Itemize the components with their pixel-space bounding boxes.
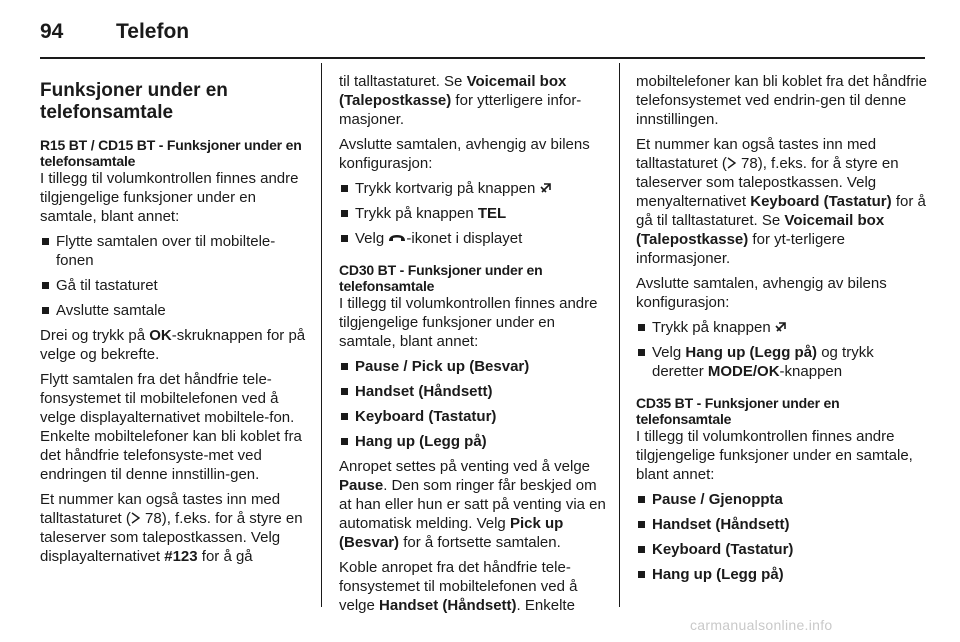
- feature-list: [40, 232, 308, 320]
- paragraph: mobiltelefoner kan bli koblet fra det håndfrie telefonsystemet ved endrin-gen til denne innstillingen.: [636, 73, 928, 128]
- list-item: Hang up (Legg på): [339, 432, 607, 451]
- list-item: Keyboard (Tastatur): [636, 540, 928, 559]
- column-3: [636, 72, 928, 590]
- list-item: Flytte samtalen over til mobiltele-fonen: [40, 232, 308, 270]
- list-item: Gå til tastaturet: [40, 276, 308, 295]
- paragraph: Anropet settes på venting ved å velge Pause. Den som ringer får beskjed om at han eller hun er satt på venting via en automatisk melding. Velg Pick up (Besvar) for å fortsette samtalen.: [339, 458, 606, 551]
- subhead-cd30: CD30 BT - Funksjoner under en telefonsamtale: [339, 262, 543, 294]
- paragraph: Drei og trykk på OK-skruknappen for på velge og bekrefte.: [40, 327, 306, 363]
- section-title: Funksjoner under en telefonsamtale: [40, 80, 228, 123]
- paragraph: til talltastaturet. Se Voicemail box (Talepostkasse) for ytterligere infor-masjoner.: [339, 73, 582, 128]
- list-item: Velg Hang up (Legg på) og trykk deretter MODE/OK-knappen: [636, 343, 928, 381]
- page-number: 94: [40, 20, 64, 43]
- phone-handset-icon: [388, 233, 406, 243]
- subhead-r15: R15 BT / CD15 BT - Funksjoner under en telefonsamtale: [40, 137, 302, 169]
- phone-hangup-icon: [775, 320, 788, 333]
- intro-text: I tillegg til volumkontrollen finnes andre tilgjengelige funksjoner under en samtale, blant annet:: [339, 295, 598, 350]
- list-item: Keyboard (Tastatur): [339, 407, 607, 426]
- feature-list: [636, 490, 928, 584]
- paragraph: Et nummer kan også tastes inn med talltastaturet ( 78), f.eks. for å styre en taleserver som talepostkassen. Velg menyalternativet Keyboard (Tastatur) for å gå til talltastaturet. Se Voicemail box (Talepostkasse) for yt-terligere informasjoner.: [636, 136, 926, 267]
- paragraph: Flytt samtalen fra det håndfrie tele-fonsystemet til mobiltelefonen ved å velge displayalternativet mobiltele-fon. Enkelte mobiltelefoner kan bli koblet fra det håndfrie telefonsyste-met ved endringen til denne innstillin-gen.: [40, 371, 302, 483]
- column-1: [40, 80, 308, 572]
- header-rule: [40, 57, 925, 59]
- intro-text: I tillegg til volumkontrollen finnes andre tilgjengelige funksjoner under en samtale, blant annet:: [40, 170, 299, 225]
- list-item: Hang up (Legg på): [636, 565, 928, 584]
- reference-arrow-icon: [727, 157, 737, 169]
- list-item: Handset (Håndsett): [636, 515, 928, 534]
- paragraph: Avslutte samtalen, avhengig av bilens konfigurasjon:: [636, 275, 887, 311]
- intro-text: I tillegg til volumkontrollen finnes andre tilgjengelige funksjoner under en samtale, blant annet:: [636, 428, 913, 483]
- watermark: carmanualsonline.info: [690, 617, 833, 633]
- list-item: Trykk på knappen: [636, 318, 928, 337]
- list-item: Trykk kortvarig på knappen: [339, 179, 607, 198]
- column-divider: [321, 63, 322, 607]
- list-item: Pause / Pick up (Besvar): [339, 357, 607, 376]
- list-item: Handset (Håndsett): [339, 382, 607, 401]
- phone-hangup-icon: [540, 181, 553, 194]
- list-item: Velg -ikonet i displayet: [339, 229, 607, 248]
- feature-list: [339, 357, 607, 451]
- subhead-cd35: CD35 BT - Funksjoner under en telefonsamtale: [636, 395, 840, 427]
- page-title: Telefon: [116, 20, 190, 43]
- paragraph: Koble anropet fra det håndfrie tele-fonsystemet til mobiltelefonen ved å velge Handset (Håndsett). Enkelte: [339, 559, 578, 614]
- paragraph: Et nummer kan også tastes inn med talltastaturet ( 78), f.eks. for å styre en taleserver som talepostkassen. Velg displayalternativet #123 for å gå: [40, 491, 303, 565]
- column-divider: [619, 63, 620, 607]
- list-item: Avslutte samtale: [40, 301, 308, 320]
- list-item: Trykk på knappen TEL: [339, 204, 607, 223]
- column-2: [339, 72, 607, 621]
- hangup-list: [339, 179, 607, 248]
- paragraph: Avslutte samtalen, avhengig av bilens konfigurasjon:: [339, 136, 590, 172]
- list-item: Pause / Gjenoppta: [636, 490, 928, 509]
- hangup-list: [636, 318, 928, 381]
- reference-arrow-icon: [131, 512, 141, 524]
